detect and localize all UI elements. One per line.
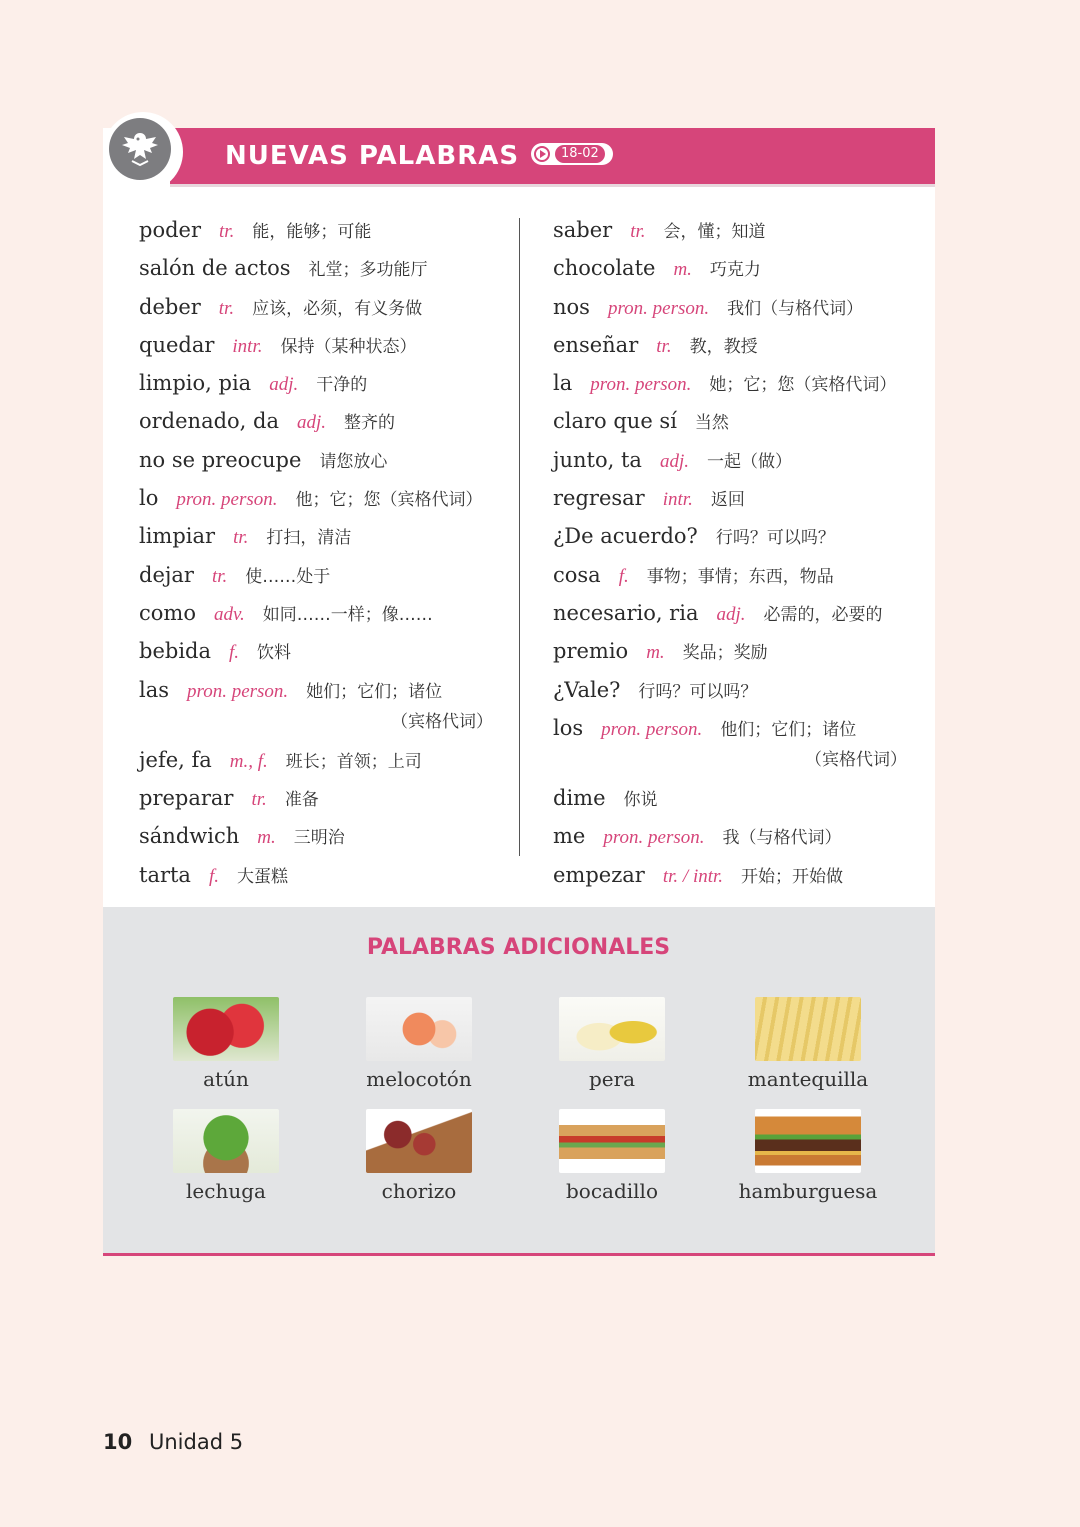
food-item-mantequilla — [713, 997, 903, 1091]
vocab-meaning: 干净的 — [316, 375, 368, 396]
food-item-hamburguesa — [713, 1109, 903, 1203]
vocab-entry — [139, 742, 509, 780]
vocab-word: los — [553, 715, 584, 740]
additional-words-title: PALABRAS ADICIONALES — [366, 935, 671, 960]
food-label: chorizo — [381, 1179, 457, 1203]
vocab-entry — [139, 595, 509, 633]
vocab-entry — [553, 780, 923, 818]
hamburger-photo — [755, 1109, 861, 1173]
vocab-meaning: 行吗？可以吗？ — [638, 681, 758, 702]
audio-track-code: 18-02 — [555, 145, 605, 163]
vocab-word: saber — [553, 218, 613, 242]
vocab-word: deber — [139, 294, 201, 319]
vocab-part-of-speech: m. — [673, 259, 692, 281]
vocab-word: tarta — [139, 862, 191, 887]
vocab-part-of-speech: m. — [646, 642, 665, 664]
vocab-part-of-speech: tr. — [218, 297, 235, 319]
page-number: 10 — [103, 1430, 133, 1454]
vocab-meaning: 返回 — [710, 490, 745, 511]
column-divider — [519, 218, 520, 856]
vocab-entry — [553, 518, 923, 556]
vocab-meaning: 使……处于 — [245, 566, 331, 587]
vocab-entry — [553, 557, 923, 595]
vocab-part-of-speech: tr. — [211, 565, 228, 587]
vocab-word: quedar — [139, 332, 215, 357]
vocab-column-left — [139, 212, 509, 895]
play-circle-icon[interactable] — [534, 146, 550, 162]
vocab-part-of-speech: m., f. — [229, 750, 268, 772]
tuna-sashimi-photo — [173, 997, 279, 1061]
vocab-meaning: 奖品；奖励 — [682, 643, 768, 664]
food-label: lechuga — [186, 1179, 266, 1203]
vocab-part-of-speech: tr. / intr. — [662, 865, 724, 887]
food-label: atún — [203, 1067, 249, 1091]
unit-name: Unidad 5 — [149, 1430, 244, 1454]
vocab-entry — [139, 327, 509, 365]
vocab-entry — [553, 857, 923, 895]
vocab-meaning: 请您放心 — [319, 451, 388, 472]
vocab-meaning: 巧克力 — [709, 260, 761, 281]
vocab-entry — [139, 442, 509, 480]
vocab-entry — [139, 518, 509, 556]
vocab-entry — [139, 633, 509, 671]
vocab-part-of-speech: adj. — [659, 450, 689, 472]
food-item-atun — [131, 997, 321, 1091]
vocab-word: chocolate — [553, 256, 656, 281]
vocab-word: limpiar — [139, 524, 216, 549]
vocab-meaning: 整齐的 — [344, 413, 396, 434]
vocab-entry — [139, 403, 509, 441]
vocab-part-of-speech: adj. — [269, 374, 299, 396]
vocab-word: ¿Vale? — [553, 677, 621, 702]
vocab-word: dejar — [139, 562, 194, 587]
vocab-meaning: 他们；它们；诸位 — [720, 719, 857, 740]
vocab-part-of-speech: tr. — [233, 527, 249, 549]
vocab-meaning: 我们（与格代词） — [727, 298, 864, 319]
vocab-part-of-speech: adj. — [297, 412, 327, 434]
vocab-meaning: 打扫，清洁 — [266, 528, 352, 549]
vocab-part-of-speech: m. — [257, 827, 276, 849]
vocab-entry — [553, 365, 923, 403]
vocab-part-of-speech: pron. person. — [176, 489, 278, 511]
vocab-word: poder — [139, 218, 201, 242]
vocab-part-of-speech: tr. — [630, 221, 646, 242]
vocab-entry — [139, 780, 509, 818]
vocab-entry — [139, 289, 509, 327]
vocab-word: no se preocupe — [139, 447, 302, 472]
vocab-entry — [553, 250, 923, 288]
vocab-entry — [139, 818, 509, 856]
vocab-meaning: 三明治 — [293, 828, 345, 849]
vocab-meaning: 你说 — [623, 790, 658, 811]
vocab-word: cosa — [553, 562, 601, 587]
vocab-meaning: 开始；开始做 — [741, 866, 844, 887]
vocab-part-of-speech: f. — [208, 865, 219, 887]
vocab-entry — [139, 557, 509, 595]
vocab-part-of-speech: pron. person. — [603, 827, 705, 849]
vocab-meaning: 大蛋糕 — [237, 866, 288, 887]
vocab-meaning: 她们；它们；诸位 — [306, 681, 443, 702]
unit-badge — [103, 112, 183, 192]
vocab-word: salón de actos — [139, 256, 291, 281]
vocab-meaning: 保持（某种状态） — [280, 336, 417, 357]
section-title: NUEVAS PALABRAS — [225, 141, 520, 171]
vocab-meaning: 我（与格代词） — [722, 828, 842, 849]
food-item-pera — [517, 997, 707, 1091]
vocab-entry — [553, 710, 923, 776]
vocab-part-of-speech: pron. person. — [601, 718, 703, 740]
vocab-part-of-speech: f. — [229, 642, 240, 664]
vocab-meaning: 班长；首领；上司 — [285, 751, 422, 772]
vocab-word: jefe, fa — [139, 747, 212, 772]
vocab-part-of-speech: tr. — [219, 221, 235, 242]
vocab-word: regresar — [553, 486, 645, 511]
vocab-meaning: 会，懂；知道 — [663, 222, 766, 242]
vocab-part-of-speech: adj. — [716, 603, 746, 625]
food-item-melocoton — [324, 997, 514, 1091]
vocab-meaning: 礼堂；多功能厅 — [308, 260, 428, 281]
vocab-entry — [139, 672, 509, 738]
vocab-meaning: 如同……一样；像…… — [262, 604, 433, 625]
vocab-meaning: 当然 — [694, 413, 729, 434]
vocab-word: ¿De acuerdo? — [553, 524, 698, 549]
sandwich-photo — [559, 1109, 665, 1173]
vocab-meaning: 他；它；您（宾格代词） — [295, 490, 483, 511]
vocab-part-of-speech: intr. — [232, 335, 263, 357]
vocab-entry — [553, 595, 923, 633]
vocab-meaning: 教，教授 — [689, 336, 758, 357]
vocab-column-right — [553, 212, 923, 895]
vocab-meaning: 饮料 — [257, 643, 292, 664]
lettuce-photo — [173, 1109, 279, 1173]
vocab-word: las — [139, 677, 170, 702]
food-label: hamburguesa — [738, 1179, 878, 1203]
vocab-meaning: 能，能够；可能 — [252, 222, 372, 242]
vocab-meaning: 必需的，必要的 — [763, 604, 883, 625]
food-item-chorizo — [324, 1109, 514, 1203]
food-label: bocadillo — [565, 1179, 658, 1203]
vocab-entry — [553, 212, 923, 250]
vocab-entry — [553, 327, 923, 365]
food-label: mantequilla — [747, 1067, 869, 1091]
food-item-bocadillo — [517, 1109, 707, 1203]
vocab-meaning-continued: （宾格代词） — [391, 711, 493, 732]
vocab-meaning-continued: （宾格代词） — [805, 750, 907, 771]
vocab-entry — [553, 480, 923, 518]
vocab-word: sándwich — [139, 824, 240, 849]
vocab-entry — [553, 403, 923, 441]
vocab-part-of-speech: intr. — [662, 489, 693, 511]
vocab-word: dime — [553, 786, 606, 811]
vocab-part-of-speech: tr. — [251, 789, 267, 811]
vocab-word: junto, ta — [553, 447, 642, 472]
vocab-word: ordenado, da — [139, 409, 279, 434]
food-label: pera — [588, 1067, 636, 1091]
vocab-word: claro que sí — [553, 409, 677, 434]
vocab-meaning: 她；它；您（宾格代词） — [709, 375, 897, 396]
vocab-word: bebida — [139, 639, 211, 664]
vocab-word: enseñar — [553, 332, 639, 357]
vocab-entry — [139, 212, 509, 250]
vocab-entry — [139, 480, 509, 518]
vocab-meaning: 行吗？可以吗？ — [715, 528, 835, 549]
vocab-word: preparar — [139, 786, 234, 811]
vocab-entry — [553, 442, 923, 480]
vocab-word: nos — [553, 294, 590, 319]
vocab-entry — [553, 289, 923, 327]
vocab-entry — [139, 365, 509, 403]
vocab-meaning: 应该，必须，有义务做 — [252, 298, 423, 319]
vocab-part-of-speech: pron. person. — [590, 374, 692, 396]
vocab-word: me — [553, 824, 586, 849]
vocab-word: necesario, ria — [553, 600, 699, 625]
butter-photo — [755, 997, 861, 1061]
vocab-word: premio — [553, 639, 629, 664]
vocab-part-of-speech: pron. person. — [607, 297, 710, 319]
vocab-entry — [553, 633, 923, 671]
pear-photo — [559, 997, 665, 1061]
food-item-lechuga — [131, 1109, 321, 1203]
vocab-part-of-speech: pron. person. — [187, 680, 289, 702]
vocab-part-of-speech: f. — [618, 565, 629, 587]
audio-track-button[interactable] — [531, 143, 613, 165]
vocab-word: lo — [139, 486, 159, 511]
vocab-word: empezar — [553, 862, 645, 887]
vocab-word: como — [139, 600, 196, 625]
vocab-part-of-speech: adv. — [213, 603, 245, 625]
food-label: melocotón — [366, 1067, 472, 1091]
vocab-entry — [553, 672, 923, 710]
peach-photo — [366, 997, 472, 1061]
chorizo-photo — [366, 1109, 472, 1173]
vocab-entry — [139, 250, 509, 288]
vocab-part-of-speech: tr. — [656, 335, 672, 357]
vocab-entry — [553, 818, 923, 856]
vocab-word: la — [553, 371, 573, 396]
bird-emblem-icon — [109, 118, 171, 180]
vocab-word: limpio, pia — [139, 371, 252, 396]
vocab-meaning: 准备 — [284, 790, 319, 811]
vocab-meaning: 事物；事情；东西，物品 — [646, 566, 834, 587]
vocab-entry — [139, 857, 509, 895]
vocab-meaning: 一起（做） — [706, 451, 792, 472]
